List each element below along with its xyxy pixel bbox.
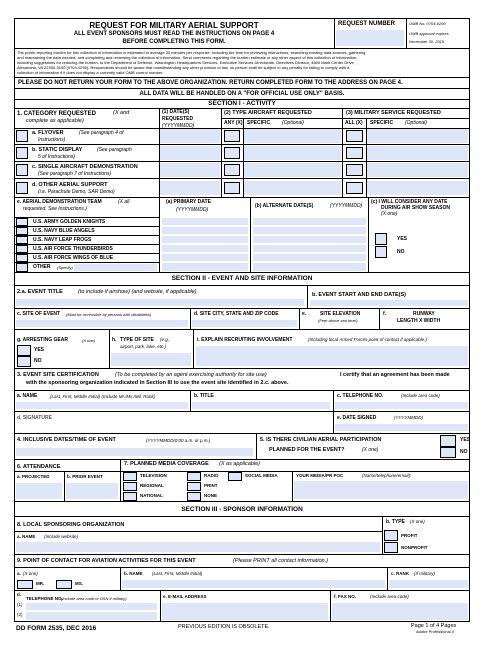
form-title: REQUEST FOR MILITARY AERIAL SUPPORT — [89, 21, 259, 30]
email-field[interactable] — [162, 603, 328, 620]
team-label-blue-angels: U.S. NAVY BLUE ANGELS — [33, 228, 95, 234]
arresting-gear-label: g. ARRESTING GEAR — [17, 337, 68, 343]
flyover-any-checkbox[interactable] — [224, 130, 240, 142]
other-support-checkbox[interactable] — [16, 182, 28, 194]
category-note-2: complete as applicable) — [26, 118, 84, 124]
specific-label: SPECIFIC — [247, 120, 271, 126]
team-checkbox[interactable] — [16, 254, 28, 262]
form-subtitle-2: BEFORE COMPLETING THIS FORM. — [122, 39, 226, 45]
primary-date-fields — [160, 217, 250, 272]
sponsor-name-note: (Include website) — [44, 534, 79, 539]
site-type-note: (e.g., — [160, 337, 171, 342]
media-poc-note: (Name/telephone/email): — [362, 473, 412, 478]
arresting-yes-label: YES — [34, 347, 45, 353]
tv-checkbox[interactable] — [123, 472, 137, 481]
team-checkbox[interactable] — [16, 218, 28, 226]
team-row — [14, 226, 159, 235]
team-row — [14, 244, 159, 253]
media-label: 7. PLANNED MEDIA COVERAGE — [124, 461, 209, 467]
cert-title-field[interactable] — [192, 402, 330, 409]
elevation-note: (Feet above sea level) — [318, 318, 358, 323]
media-poc-label: YOUR MEDIA/PR POC — [296, 473, 344, 478]
cert-signature-field[interactable] — [16, 424, 331, 431]
event-dates-label: b. EVENT START AND END DATE(S) — [312, 292, 407, 298]
flyover-date-field[interactable] — [160, 129, 220, 143]
poc-name-field[interactable] — [122, 580, 385, 588]
category-row-flyover — [14, 128, 470, 145]
burden-line-5: collection of information if it does not display a currently valid OMB control number. — [17, 70, 164, 75]
category-row-other — [14, 179, 470, 197]
site-field[interactable] — [16, 320, 188, 327]
single-demo-label: c. SINGLE AIRCRAFT DEMONSTRATION — [32, 164, 138, 170]
radio-checkbox[interactable] — [187, 472, 201, 481]
phone-2-label: (2) — [17, 612, 23, 617]
cert-name-field[interactable] — [16, 402, 188, 409]
elevation-label: SITE ELEVATION — [320, 311, 361, 317]
divider — [14, 368, 470, 369]
profit-label: PROFIT — [401, 533, 418, 538]
other-service-field[interactable] — [367, 181, 468, 195]
cert-phone-label: c. TELEPHONE NO. — [337, 393, 384, 399]
single-date-field[interactable] — [160, 163, 220, 177]
civilian-no-checkbox[interactable] — [440, 447, 456, 458]
service-label: (3) MILITARY SERVICE REQUESTED — [346, 110, 441, 116]
projected-field[interactable] — [16, 483, 62, 499]
section-1-heading: SECTION I - ACTIVITY — [208, 100, 276, 107]
flyover-note: (See paragraph 4 of — [79, 130, 124, 136]
flyover-aircraft-field[interactable] — [244, 129, 341, 143]
other-any-checkbox[interactable] — [224, 182, 240, 194]
profit-checkbox[interactable] — [384, 530, 398, 541]
team-row — [14, 262, 159, 272]
team-row — [14, 217, 159, 226]
site-city-label: d. SITE CITY, STATE AND ZIP CODE — [194, 311, 279, 317]
alternate-date-fields — [251, 217, 368, 272]
team-label-army: U.S. ARMY GOLDEN KNIGHTS — [33, 219, 106, 225]
poc-name-label: b. NAME — [124, 571, 143, 576]
divider — [14, 285, 470, 286]
static-checkbox[interactable] — [16, 147, 28, 159]
elevation-prefix: e. — [302, 311, 307, 317]
divider — [14, 77, 470, 78]
primary-date-format: (YYYYMMDD) — [176, 207, 209, 213]
inclusive-dates-label: 4. INCLUSIVE DATES/TIME OF EVENT — [17, 437, 116, 443]
consider-note: (X one) — [381, 211, 398, 217]
team-checkbox[interactable] — [16, 245, 28, 253]
divider — [14, 272, 470, 273]
consider-no-checkbox[interactable] — [375, 246, 387, 258]
civilian-note: (X one) — [362, 447, 379, 453]
site-cert-text: I certify that an agreement has been made — [340, 372, 450, 378]
team-label-other: OTHER — [33, 264, 51, 270]
sponsor-type-note: (X one) — [410, 519, 425, 524]
regional-checkbox[interactable] — [123, 482, 137, 491]
sponsor-name-field[interactable] — [16, 542, 380, 552]
rank-field[interactable] — [389, 580, 468, 588]
divider — [120, 459, 121, 471]
team-row — [14, 253, 159, 262]
divider — [14, 471, 470, 472]
event-title-label: 2.a. EVENT TITLE — [17, 289, 63, 295]
divider — [368, 197, 369, 272]
aircraft-type-label: (2) TYPE AIRCRAFT REQUESTED — [224, 110, 312, 116]
tv-label: TELEVISION — [140, 473, 167, 478]
attendance-label: 6. ATTENDANCE — [17, 464, 61, 470]
primary-date-field[interactable] — [162, 218, 248, 225]
poc-note: (Please PRINT all contact information.) — [233, 558, 329, 564]
mr-label: MR. — [36, 581, 45, 586]
site-cert-label: 3. EVENT SITE CERTIFICATION — [17, 372, 99, 378]
event-dates-field[interactable] — [310, 300, 468, 306]
cert-title-label: b. TITLE — [194, 393, 214, 399]
static-all-checkbox[interactable] — [346, 147, 363, 159]
flyover-label: a. FLYOVER — [32, 130, 64, 136]
poc-phone-prefix: d. — [17, 592, 21, 597]
primary-date-field[interactable] — [162, 254, 248, 261]
category-row-static — [14, 145, 470, 162]
all-label: ALL (X) — [345, 120, 363, 126]
divider — [120, 567, 121, 590]
consider-yes-checkbox[interactable] — [375, 233, 387, 245]
team-checkbox[interactable] — [16, 263, 28, 272]
team-label: e. AERIAL DEMONSTRATION TEAM — [17, 199, 102, 205]
static-aircraft-field[interactable] — [244, 146, 341, 160]
primary-date-field[interactable] — [162, 236, 248, 243]
regional-label: REGIONAL — [140, 483, 164, 488]
inclusive-dates-field[interactable] — [16, 448, 253, 456]
print-checkbox[interactable] — [187, 482, 201, 491]
adobe-version: Adobe Professional X — [416, 629, 455, 634]
runway-label-2: LENGTH X WIDTH — [397, 318, 441, 324]
primary-date-field[interactable] — [162, 263, 248, 271]
category-rows — [14, 128, 470, 197]
divider — [190, 390, 191, 411]
prior-event-field[interactable] — [66, 483, 118, 499]
static-note-2: 5 of Instructions) — [38, 154, 75, 160]
burden-line-1: The public reporting burden for this collection of information is estimated to average 30 minutes per response, including the time for reviewing instructions, searching existing data sources, gathering — [17, 50, 366, 55]
primary-date-field[interactable] — [162, 245, 248, 252]
flyover-all-checkbox[interactable] — [346, 130, 363, 142]
arresting-no-checkbox[interactable] — [17, 356, 31, 367]
flyover-service-field[interactable] — [367, 129, 468, 143]
omb-number: OMB No. 0704-0290 — [409, 21, 446, 26]
category-label: 1. CATEGORY REQUESTED — [17, 111, 96, 117]
print-label: PRINT — [204, 483, 218, 488]
divider — [342, 118, 470, 119]
team-checkbox[interactable] — [16, 227, 28, 235]
other-aircraft-field[interactable] — [244, 181, 341, 195]
ms-checkbox[interactable] — [56, 580, 72, 589]
fax-note: (Include area code) — [370, 594, 409, 599]
phone-1-label: (1) — [17, 602, 23, 607]
divider — [379, 308, 380, 329]
date-format: (YYYYMMDD) — [162, 123, 195, 129]
divider — [330, 590, 331, 622]
poc-label: 9. POINT OF CONTACT FOR AVIATION ACTIVITIES FOR THIS EVENT — [17, 558, 196, 564]
runway-prefix: f. — [383, 311, 387, 317]
site-type-label: TYPE OF SITE — [120, 337, 154, 343]
social-media-checkbox[interactable] — [228, 472, 242, 481]
consider-yes-label: YES — [397, 236, 408, 242]
divider — [14, 516, 470, 517]
flyover-checkbox[interactable] — [16, 130, 28, 142]
team-label-wings-of-blue: U.S. AIR FORCE WINGS OF BLUE — [33, 255, 114, 261]
static-date-field[interactable] — [160, 146, 220, 160]
divider — [382, 516, 383, 554]
recruiting-field[interactable] — [196, 346, 468, 366]
single-all-checkbox[interactable] — [346, 164, 363, 176]
cert-name-label: a. NAME — [17, 393, 38, 399]
sponsor-type-label: b. TYPE — [386, 519, 405, 525]
projected-label: a. PROJECTED — [17, 474, 50, 479]
civilian-no-label: NO — [460, 449, 468, 455]
divider — [193, 329, 194, 368]
civilian-yes-label: YES — [460, 437, 471, 443]
other-support-note: (i.e. Parachute Demo, SAR Demo) — [38, 189, 115, 195]
divider — [190, 308, 191, 329]
team-list — [14, 217, 159, 272]
divider — [256, 433, 257, 459]
recruiting-label: i. EXPLAIN RECRUITING INVOLVEMENT — [197, 337, 293, 343]
site-type-field[interactable] — [111, 353, 191, 366]
cert-date-field[interactable] — [335, 424, 468, 431]
team-other-note: (Specify) — [57, 265, 73, 270]
section-3-heading: SECTION III - SPONSOR INFORMATION — [181, 506, 303, 513]
radio-label: RADIO — [204, 473, 219, 478]
consider-label: (c) I WILL CONSIDER ANY DATE — [371, 199, 448, 205]
burden-line-4: Alexandria, VA 22350-3100 (0704-0290). Respondents should be aware that notwithstanding any other provision of law, no person shall be subject to any penalty for failing to comply with a — [17, 65, 350, 70]
single-aircraft-field[interactable] — [244, 163, 341, 177]
fax-label: f. FAX NO. — [334, 594, 357, 599]
flyover-note-2: Instructions) — [38, 137, 66, 143]
request-number-field[interactable] — [336, 30, 404, 46]
alternate-date-field[interactable] — [253, 236, 366, 243]
arresting-gear-note: (X one) — [82, 338, 96, 343]
divider — [14, 531, 382, 532]
category-note: (X and — [113, 110, 130, 116]
divider — [406, 18, 407, 48]
site-note: (Must be accessible by persons with disabilities) — [66, 312, 152, 317]
static-note: (See paragraph — [97, 147, 132, 153]
divider — [221, 118, 342, 119]
cert-signature-label: d. SIGNATURE — [17, 415, 52, 421]
media-note: (X as applicable) — [219, 461, 260, 467]
primary-date-label: (a) PRIMARY DATE — [166, 199, 211, 205]
alternate-date-field[interactable] — [253, 245, 366, 252]
return-warning: PLEASE DO NOT RETURN YOUR FORM TO THE ABOVE ORGANIZATION. RETURN COMPLETED FORM TO THE ADDRESS ON PAGE 4. — [18, 80, 403, 86]
divider — [14, 308, 470, 309]
single-service-field[interactable] — [367, 163, 468, 177]
alternate-dates-label: (b) ALTERNATE DATE(S) — [255, 203, 314, 209]
divider — [14, 501, 470, 502]
none-checkbox[interactable] — [187, 492, 201, 501]
salutation-note: (X one) — [23, 571, 38, 576]
date-requested-label: (1) DATE(S) — [162, 109, 190, 115]
burden-line-2: and maintaining the data needed, and completing and reviewing the collection of information. Send comments regarding the burden estimate or any other aspect of this collection of information, — [17, 55, 358, 60]
cert-name-note: (Last, First, Middle Initial) (Include Mr./Ms./Mil. Rank) — [50, 394, 156, 399]
email-label: e. E-MAIL ADDRESS — [163, 594, 207, 599]
phone-2-field[interactable] — [26, 612, 157, 620]
team-label-leap-frogs: U.S. NAVY LEAP FROGS — [33, 237, 92, 243]
divider — [14, 108, 470, 109]
rank-label: c. RANK — [391, 571, 410, 576]
nonprofit-label: NONPROFIT — [401, 545, 428, 550]
other-all-checkbox[interactable] — [346, 182, 363, 194]
divider — [14, 88, 470, 89]
divider — [14, 459, 470, 460]
mr-checkbox[interactable] — [17, 580, 33, 589]
media-poc-field[interactable] — [294, 481, 468, 499]
divider — [14, 197, 470, 198]
obsolete-notice: PREVIOUS EDITION IS OBSOLETE. — [178, 624, 270, 630]
divider — [14, 390, 470, 391]
request-number-label: REQUEST NUMBER — [338, 21, 396, 27]
static-service-field[interactable] — [367, 146, 468, 160]
divider — [160, 590, 161, 622]
alternate-date-field[interactable] — [253, 218, 366, 225]
other-date-field[interactable] — [160, 181, 220, 195]
rank-note: (If military) — [414, 571, 435, 576]
divider — [14, 554, 470, 555]
poc-phone-note: (Include area code or DSN if military) — [61, 596, 127, 601]
alternate-date-field[interactable] — [253, 227, 366, 234]
divider — [14, 433, 470, 434]
alternate-dates-format: (YYYYMMDD) — [330, 203, 363, 209]
salutation-prefix: a. — [17, 571, 21, 576]
phone-1-field[interactable] — [26, 603, 157, 610]
date-requested-label-2: REQUESTED — [162, 116, 194, 122]
site-label: c. SITE OF EVENT — [17, 311, 61, 317]
alternate-date-field[interactable] — [253, 263, 366, 271]
service-optional-label: (Optional) — [405, 120, 427, 126]
team-row — [14, 235, 159, 244]
divider — [14, 567, 470, 568]
none-label: NONE — [204, 493, 218, 498]
fax-field[interactable] — [332, 603, 468, 620]
site-cert-text-2: with the sponsoring organization indicated in Section III to use the event site identified in 2.c. above. — [26, 380, 289, 386]
cert-date-label: e. DATE SIGNED — [337, 415, 377, 421]
team-note: (X all — [118, 199, 130, 205]
other-support-label: d. OTHER AERIAL SUPPORT — [32, 182, 108, 188]
single-any-checkbox[interactable] — [224, 164, 240, 176]
civilian-label-2: PLANNED FOR THE EVENT? — [269, 447, 345, 453]
omb-date: November 30, 2019 — [409, 39, 445, 44]
single-demo-note: (See paragraph 7 of Instructions) — [38, 171, 112, 177]
divider — [307, 285, 308, 308]
divider — [292, 471, 293, 501]
civilian-yes-checkbox[interactable] — [440, 435, 456, 447]
omb-expires: OMB approval expires — [409, 31, 449, 36]
divider — [387, 567, 388, 590]
cert-phone-field[interactable] — [335, 402, 468, 409]
static-any-checkbox[interactable] — [224, 147, 240, 159]
sponsor-name-label: a. NAME — [17, 534, 36, 539]
single-demo-checkbox[interactable] — [16, 164, 28, 176]
official-use-notice: ALL DATA WILL BE HANDLED ON A "FOR OFFICIAL USE ONLY" BASIS. — [139, 91, 345, 97]
divider — [14, 590, 470, 591]
site-type-prefix: h. — [112, 337, 117, 343]
burden-line-3: including suggestions for reducing the burden, to the Department of Defense, Washington Headquarters Services, Executive Services Directorate, Directives Division, 4800 Mark Center Drive, — [17, 60, 355, 65]
runway-label: RUNWAY — [413, 311, 435, 317]
consider-label-2: DURING AIR SHOW SEASON — [381, 205, 450, 211]
team-label-thunderbirds: U.S. AIR FORCE THUNDERBIRDS — [33, 246, 113, 252]
recruiting-note: (Including local Armed Forces point of contact if applicable.) — [308, 337, 427, 342]
arresting-yes-checkbox[interactable] — [17, 345, 31, 356]
page-count: Page 1 of 4 Pages — [411, 623, 457, 629]
static-label: b. STATIC DISPLAY — [32, 147, 83, 153]
divider — [109, 329, 110, 368]
form-number: DD FORM 2535, DEC 2016 — [16, 625, 97, 632]
divider — [64, 471, 65, 501]
team-checkbox[interactable] — [16, 236, 28, 244]
poc-phone-label: TELEPHONE NO. — [26, 596, 63, 601]
divider — [120, 471, 121, 501]
category-row-single — [14, 162, 470, 179]
divider — [14, 48, 470, 49]
alternate-date-field[interactable] — [253, 254, 366, 261]
social-media-label: SOCIAL MEDIA — [245, 473, 278, 478]
inclusive-dates-note: (YYYYMMDD/0:00 a.m. or p.m.) — [146, 438, 211, 443]
team-note-2: requested. See Instructions.) — [23, 206, 87, 212]
nonprofit-checkbox[interactable] — [384, 542, 398, 553]
cert-phone-note: (Include area code) — [401, 393, 440, 398]
site-city-field[interactable] — [192, 320, 297, 327]
primary-date-field[interactable] — [162, 227, 248, 234]
poc-name-note: (Last, First, Middle Initial) — [152, 571, 203, 576]
section-2-heading: SECTION II - EVENT AND SITE INFORMATION — [171, 275, 313, 282]
divider — [334, 18, 335, 48]
national-label: NATIONAL — [140, 493, 163, 498]
divider — [14, 411, 470, 412]
site-cert-note: (To be completed by an agent exercising authority for site use) — [115, 372, 267, 378]
service-specific-label: SPECIFIC — [370, 120, 394, 126]
sponsor-org-label: 8. LOCAL SPONSORING ORGANIZATION — [17, 522, 125, 528]
prior-event-label: b. PRIOR EVENT — [67, 474, 103, 479]
form-subtitle-1: ALL EVENT SPONSORS MUST READ THE INSTRUCTIONS ON PAGE 4 — [73, 31, 275, 37]
civilian-label: 5. IS THERE CIVILIAN AERIAL PARTICIPATION — [260, 437, 382, 443]
divider — [14, 329, 470, 330]
divider — [299, 308, 300, 329]
optional-label: (Optional) — [282, 120, 304, 126]
national-checkbox[interactable] — [123, 492, 137, 501]
ms-label: MS. — [75, 581, 84, 586]
event-title-note: (to include if airshow) (and website, if applicable) — [78, 289, 197, 295]
event-title-field[interactable] — [16, 299, 304, 306]
arresting-no-label: NO — [34, 358, 42, 364]
cert-date-note: (YYYYMMDD) — [394, 415, 423, 420]
team-other-field[interactable] — [74, 264, 157, 271]
site-type-note-2: airport, park, lake, etc.) — [120, 344, 167, 349]
any-label: ANY (X) — [224, 120, 243, 126]
consider-no-label: NO — [397, 249, 405, 255]
